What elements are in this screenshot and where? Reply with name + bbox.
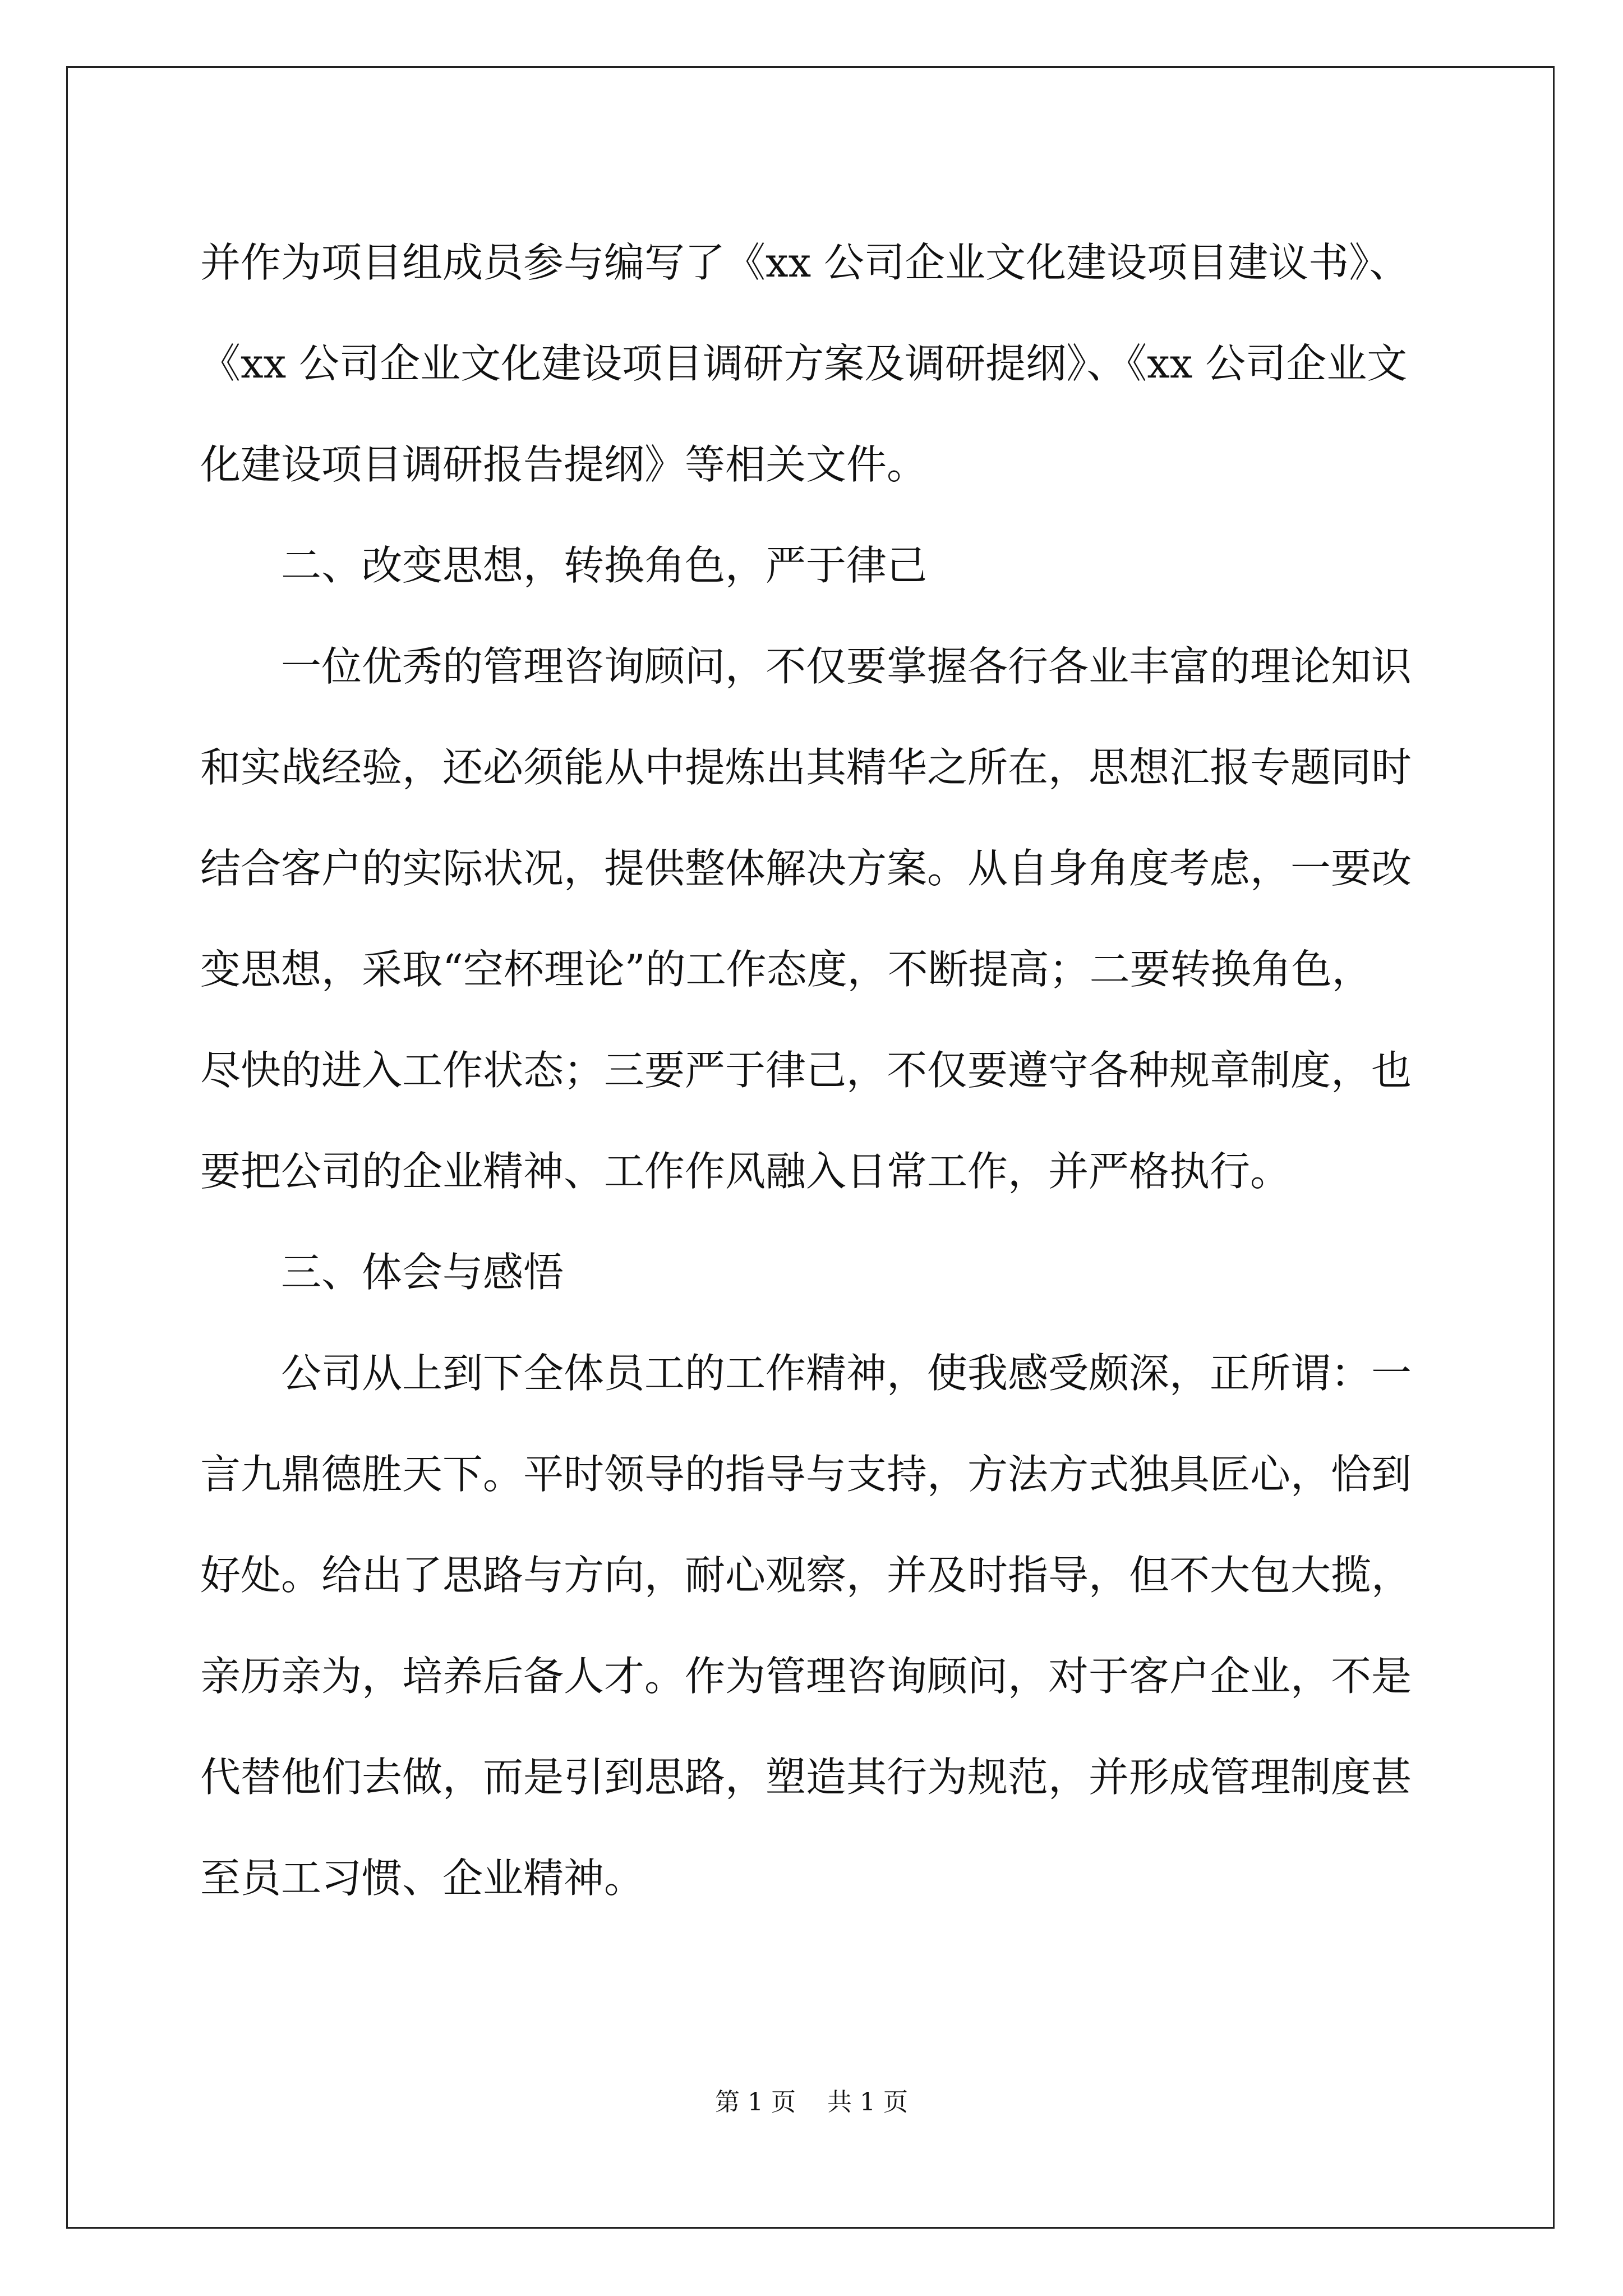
text-line: 要把公司的企业精神、工作作风融入日常工作，并严格执行。: [200, 1148, 1291, 1195]
document-body: [200, 212, 1428, 1929]
text-line: 尽快的进入工作状态；三要严于律己，不仅要遵守各种规章制度，也: [200, 1047, 1412, 1094]
text-line: 言九鼎德胜天下。平时领导的指导与支持，方法方式独具匠心，恰到: [200, 1451, 1412, 1498]
text-line: 结合客户的实际状况，提供整体解决方案。从自身角度考虑，一要改: [200, 845, 1412, 892]
text-line: 三、体会与感悟: [281, 1249, 564, 1296]
text-line: 公司从上到下全体员工的工作精神，使我感受颇深，正所谓：一: [281, 1350, 1412, 1397]
page-number-current: 第 1 页: [715, 2088, 796, 2116]
text-line: 变思想，采取“空杯理论”的工作态度，不断提高；二要转换角色，: [200, 946, 1372, 993]
text-line: 化建设项目调研报告提纲》等相关文件。: [200, 441, 928, 488]
text-line: 代替他们去做，而是引到思路，塑造其行为规范，并形成管理制度甚: [200, 1754, 1412, 1801]
page-footer: [0, 2086, 1623, 2119]
text-line: 《xx 公司企业文化建设项目调研方案及调研提纲》、《xx 公司企业文: [200, 340, 1408, 387]
text-line: 好处。给出了思路与方向，耐心观察，并及时指导，但不大包大揽，: [200, 1552, 1412, 1599]
text-line: 亲历亲为，培养后备人才。作为管理咨询顾问，对于客户企业，不是: [200, 1653, 1412, 1700]
page-number-total: 共 1 页: [827, 2088, 908, 2116]
text-line: 并作为项目组成员参与编写了《xx 公司企业文化建设项目建议书》、: [200, 239, 1410, 286]
text-line: 至员工习惯、企业精神。: [200, 1855, 645, 1902]
text-line: 一位优秀的管理咨询顾问，不仅要掌握各行各业丰富的理论知识: [281, 643, 1412, 690]
text-line: 二、改变思想，转换角色，严于律己: [281, 542, 928, 589]
text-line: 和实战经验，还必须能从中提炼出其精华之所在，思想汇报专题同时: [200, 744, 1412, 791]
